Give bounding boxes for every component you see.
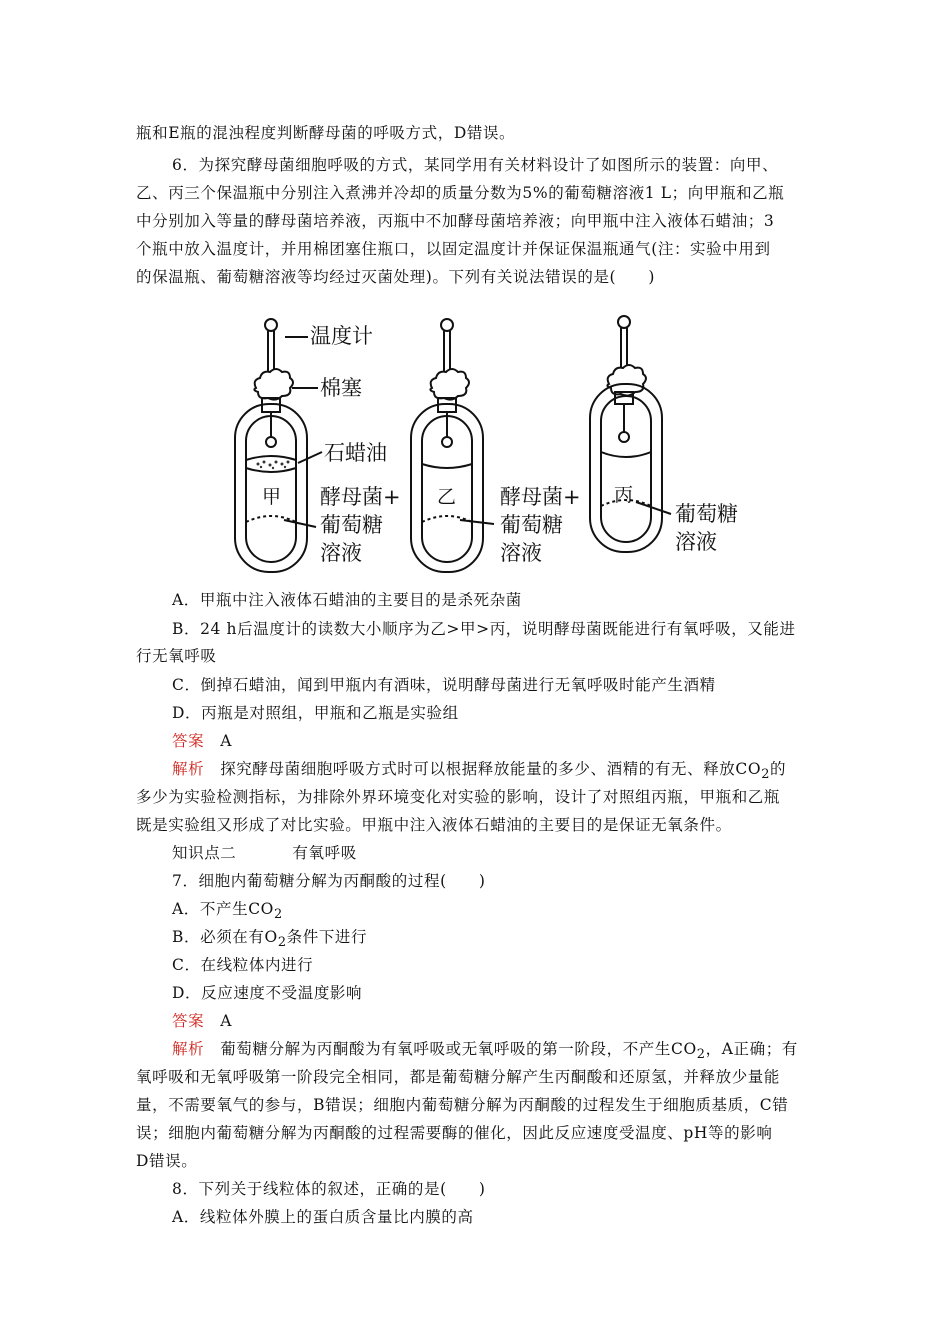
text-line: D错误。 (136, 1152, 198, 1170)
q6-answer (172, 731, 852, 751)
label-solution-b: 溶液 (500, 541, 542, 565)
analysis-text: 葡萄糖分解为丙酮酸为有氧呼吸或无氧呼吸的第一阶段，不产生CO (220, 1040, 697, 1058)
option-text: A．不产生CO (172, 900, 274, 918)
q7-option-b (172, 927, 852, 953)
label-bottle-jia: 甲 (262, 486, 282, 508)
text-line: 量，不需要氧气的参与，B错误；细胞内葡萄糖分解为丙酮酸的过程发生于细胞质基质，C错 (136, 1096, 789, 1114)
option-a: A．甲瓶中注入液体石蜡油的主要目的是杀死杂菌 (172, 591, 522, 609)
label-yeast-b: 酵母菌+ (500, 485, 581, 509)
knowledge-point (172, 843, 852, 863)
answer-value: A (220, 1012, 232, 1030)
label-paraffin-oil: 石蜡油 (324, 441, 387, 465)
label-solution-c: 溶液 (675, 530, 717, 554)
label-cotton-plug: 棉塞 (320, 376, 362, 400)
analysis-text: 探究酵母菌细胞呼吸方式时可以根据释放能量的多少、酒精的有无、释放CO (220, 760, 762, 778)
label-glucose-b: 葡萄糖 (500, 513, 563, 537)
analysis-label: 解析 (172, 760, 205, 778)
answer-label: 答案 (172, 732, 205, 750)
q7-option-c: C．在线粒体内进行 (172, 956, 314, 974)
label-yeast-a: 酵母菌+ (320, 485, 401, 509)
thermos-bottles-diagram (226, 292, 760, 582)
label-bottle-yi: 乙 (437, 486, 457, 508)
text-line: 多少为实验检测指标，为排除外界环境变化对实验的影响，设计了对照组丙瓶，甲瓶和乙瓶 (136, 788, 781, 806)
question-8-stem: 8．下列关于线粒体的叙述，正确的是( ) (172, 1180, 486, 1198)
knowledge-point-topic: 有氧呼吸 (292, 844, 357, 862)
text-line: 乙、丙三个保温瓶中分别注入煮沸并冷却的质量分数为5%的葡萄糖溶液1 L；向甲瓶和乙瓶 (136, 184, 785, 202)
bottle-yi (411, 319, 494, 572)
experiment-figure (226, 292, 760, 582)
question-7-stem: 7．细胞内葡萄糖分解为丙酮酸的过程( ) (172, 872, 486, 890)
option-b-cont: 行无氧呼吸 (136, 647, 217, 665)
option-c: C．倒掉石蜡油，闻到甲瓶内有酒味，说明酵母菌进行无氧呼吸时能产生酒精 (172, 676, 716, 694)
text-line: 既是实验组又形成了对比实验。甲瓶中注入液体石蜡油的主要目的是保证无氧条件。 (136, 816, 732, 834)
label-bottle-bing: 丙 (614, 484, 634, 506)
text-line: 的保温瓶、葡萄糖溶液等均经过灭菌处理)。下列有关说法错误的是( ) (136, 268, 656, 286)
knowledge-point-number: 知识点二 (172, 844, 237, 862)
subscript: 2 (761, 767, 770, 783)
answer-label: 答案 (172, 1012, 205, 1030)
text-line: 中分别加入等量的酵母菌培养液，丙瓶中不加酵母菌培养液；向甲瓶中注入液体石蜡油；3 (136, 212, 775, 230)
label-thermometer: 温度计 (310, 324, 373, 348)
subscript: 2 (273, 907, 283, 923)
q6-analysis (172, 759, 852, 785)
bottle-jia (235, 319, 322, 572)
analysis-label: 解析 (172, 1040, 205, 1058)
option-b: B．24 h后温度计的读数大小顺序为乙>甲>丙，说明酵母菌既能进行有氧呼吸，又能进 (172, 620, 796, 638)
text-line: 个瓶中放入温度计，并用棉团塞住瓶口，以固定温度计并保证保温瓶通气(注：实验中用到 (136, 240, 771, 258)
question-6-stem: 6．为探究酵母菌细胞呼吸的方式，某同学用有关材料设计了如图所示的装置：向甲、 (172, 156, 779, 174)
label-solution-a: 溶液 (320, 541, 362, 565)
label-glucose-c: 葡萄糖 (675, 502, 738, 526)
analysis-text: 的 (770, 760, 787, 778)
q7-option-d: D．反应速度不受温度影响 (172, 984, 363, 1002)
q7-option-a (172, 899, 852, 925)
option-text: B．必须在有O (172, 928, 278, 946)
q7-analysis (172, 1039, 852, 1065)
bottle-bing (590, 316, 671, 552)
q7-answer (172, 1011, 852, 1031)
option-d: D．丙瓶是对照组，甲瓶和乙瓶是实验组 (172, 704, 459, 722)
subscript: 2 (277, 935, 287, 951)
answer-value: A (220, 732, 232, 750)
label-glucose-a: 葡萄糖 (320, 513, 383, 537)
text-line: 氧呼吸和无氧呼吸第一阶段完全相同，都是葡萄糖分解产生丙酮酸和还原氢，并释放少量能 (136, 1068, 781, 1086)
text-line: 瓶和E瓶的混浊程度判断酵母菌的呼吸方式，D错误。 (136, 124, 516, 142)
subscript: 2 (696, 1047, 706, 1063)
text-line: 误；细胞内葡萄糖分解为丙酮酸的过程需要酶的催化，因此反应速度受温度、pH等的影响 (136, 1124, 773, 1142)
option-text: 条件下进行 (286, 928, 368, 946)
q8-option-a: A．线粒体外膜上的蛋白质含量比内膜的高 (172, 1208, 474, 1226)
analysis-text: ，A正确；有 (705, 1040, 798, 1058)
